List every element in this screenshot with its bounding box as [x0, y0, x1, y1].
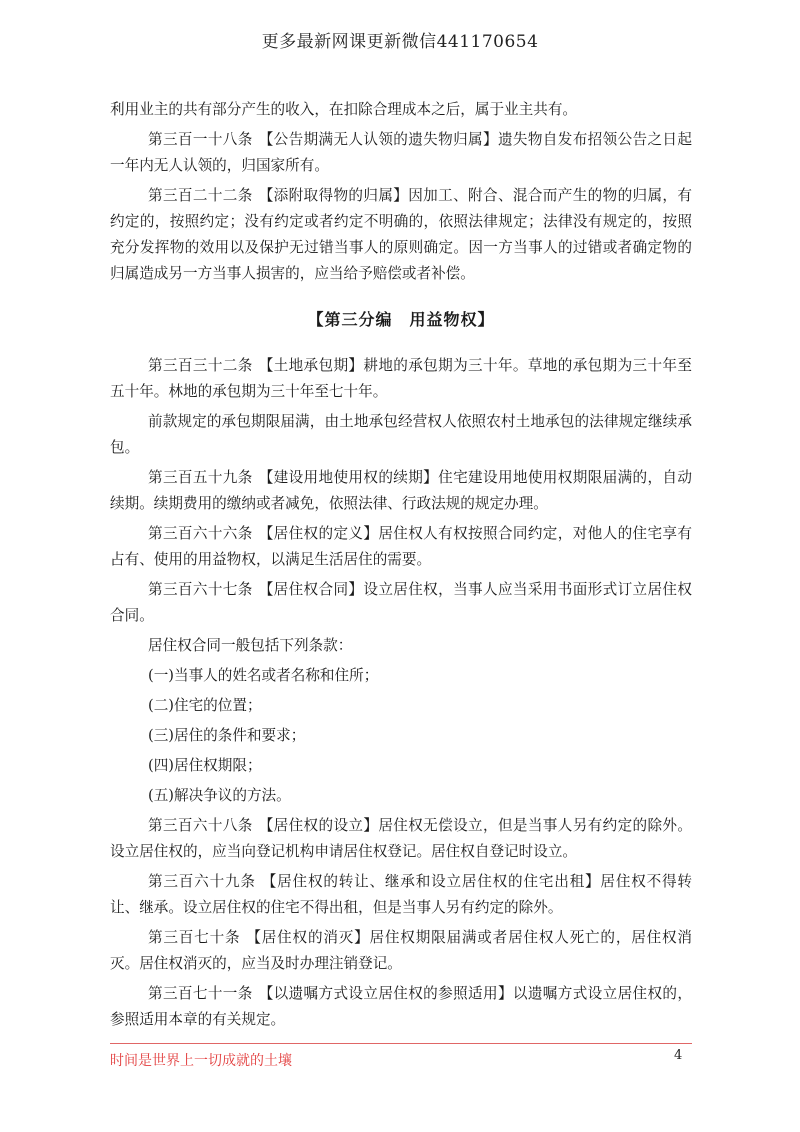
article-number: 第三百二十二条: [148, 187, 253, 204]
article-text: 【居住权的消灭】居住权期限届满或者居住权人死亡的，居住权消灭。居住权消灭的，应当及时办理注销登记。: [110, 929, 692, 972]
paragraph: 居住权合同一般包括下列条款：: [148, 637, 353, 654]
article-322: [110, 183, 692, 287]
article-318: [110, 127, 692, 179]
article-368: [110, 813, 692, 865]
article-359: [110, 465, 692, 517]
article-text: 【居住权的转让、继承和设立居住权的住宅出租】居住权不得转让、继承。设立居住权的住宅不得出租，但是当事人另有约定的除外。: [110, 873, 692, 916]
list-item: (五)解决争议的方法。: [148, 787, 291, 804]
list-item: (二)住宅的位置；: [148, 697, 262, 714]
paragraph: 利用业主的共有部分产生的收入，在扣除合理成本之后，属于业主共有。: [110, 101, 578, 118]
article-number: 第三百五十九条: [148, 469, 253, 486]
footer-motto: 时间是世界上一切成就的土壤: [110, 1053, 292, 1069]
article-number: 第三百六十九条: [148, 873, 256, 890]
list-item: (一)当事人的姓名或者名称和住所；: [148, 667, 379, 684]
article-text: 【添附取得物的归属】因加工、附合、混合而产生的物的归属，有约定的，按照约定；没有约定或者约定不明确的，依照法律规定；法律没有规定的，按照充分发挥物的效用以及保护无过错当事人的原则确定。因一方当事人的过错或者确定物的归属造成另一方当事人损害的，应当给予赔偿或者补偿。: [110, 187, 692, 282]
article-number: 第三百七十一条: [148, 985, 253, 1002]
article-367: [110, 577, 692, 629]
document-body: [110, 97, 692, 1037]
list-item: (四)居住权期限；: [148, 757, 262, 774]
article-366: [110, 521, 692, 573]
article-370: [110, 925, 692, 977]
header-watermark: 更多最新网课更新微信441170654: [261, 32, 539, 52]
article-text: 【居住权合同】设立居住权，当事人应当采用书面形式订立居住权合同。: [110, 581, 692, 624]
footer-divider: [110, 1043, 692, 1044]
article-text: 【公告期满无人认领的遗失物归属】遗失物自发布招领公告之日起一年内无人认领的，归国家所有。: [110, 131, 692, 174]
article-332: [110, 353, 692, 405]
article-number: 第三百六十七条: [148, 581, 253, 598]
section-heading: 【第三分编 用益物权】: [307, 310, 495, 329]
article-text: 【建设用地使用权的续期】住宅建设用地使用权期限届满的，自动续期。续期费用的缴纳或者减免，依照法律、行政法规的规定办理。: [110, 469, 692, 512]
article-text: 【以遗嘱方式设立居住权的参照适用】以遗嘱方式设立居住权的，参照适用本章的有关规定。: [110, 985, 692, 1028]
article-number: 第三百七十条: [148, 929, 241, 946]
page-number: 4: [674, 1048, 683, 1063]
article-text: 【土地承包期】耕地的承包期为三十年。草地的承包期为三十年至五十年。林地的承包期为三十年至七十年。: [110, 357, 692, 400]
article-number: 第三百六十八条: [148, 817, 253, 834]
article-text: 【居住权的定义】居住权人有权按照合同约定，对他人的住宅享有占有、使用的用益物权，以满足生活居住的需要。: [110, 525, 692, 568]
article-369: [110, 869, 692, 921]
article-number: 第三百六十六条: [148, 525, 253, 542]
paragraph: 前款规定的承包期限届满，由土地承包经营权人依照农村土地承包的法律规定继续承包。: [110, 413, 692, 456]
article-371: [110, 981, 692, 1033]
article-text: 【居住权的设立】居住权无偿设立，但是当事人另有约定的除外。设立居住权的，应当向登记机构申请居住权登记。居住权自登记时设立。: [110, 817, 692, 860]
list-item: (三)居住的条件和要求；: [148, 727, 306, 744]
article-number: 第三百一十八条: [148, 131, 253, 148]
article-number: 第三百三十二条: [148, 357, 253, 374]
